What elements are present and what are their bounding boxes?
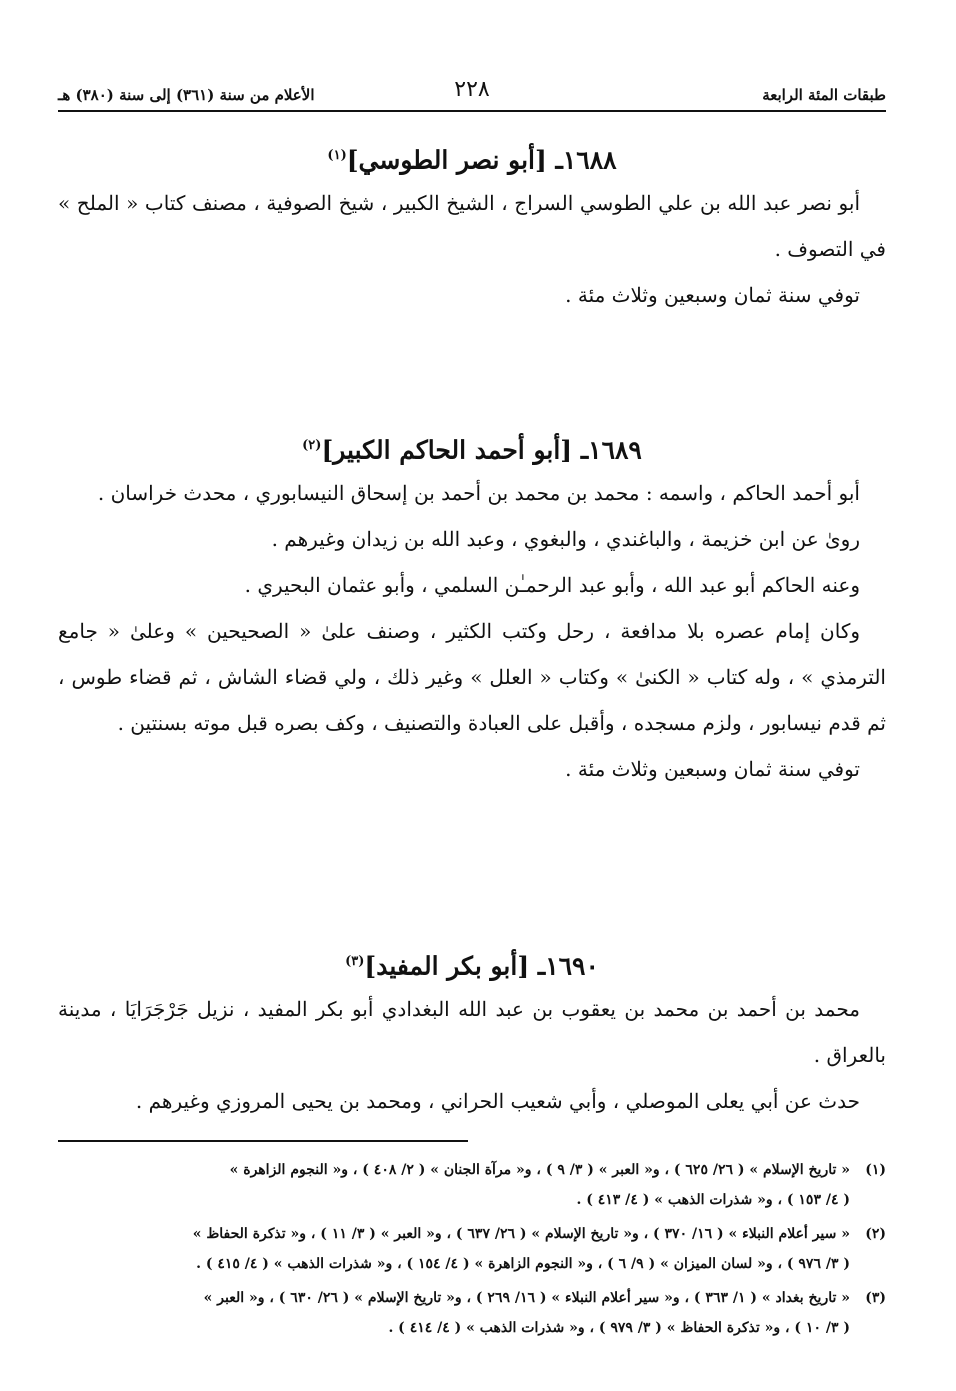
- footnote-number: (١): [865, 1162, 886, 1178]
- paragraph: حدث عن أبي يعلى الموصلي ، وأبي شعيب الحراني ، ومحمد بن يحيى المروزي وغيرهم .: [135, 1089, 860, 1113]
- entry-title: [58, 422, 886, 470]
- footnote-line: ( ٤/ ١٥٣ ) ، و« شذرات الذهب » ( ٤/ ٤١٣ ) .: [576, 1192, 850, 1208]
- footnote-number: (٢): [865, 1226, 886, 1242]
- paragraph: وعنه الحاكم أبو عبد الله ، وأبو عبد الرحمـٰن السلمي ، وأبو عثمان البحيري .: [244, 573, 860, 597]
- paragraph: روىٰ عن ابن خزيمة ، والباغندي ، والبغوي ، وعبد الله بن زيدان وغيرهم .: [271, 527, 860, 551]
- footnote-line: ( ٣/ ٩٧٦ ) ، و« لسان الميزان » ( ٩/ ٦ ) ، و« النجوم الزاهرة » ( ٤/ ١٥٤ ) ، و« شذرات الذهب » ( ٤/ ٤١٥ ) .: [196, 1256, 850, 1272]
- footnote-1: [58, 1155, 886, 1215]
- footnote-rule: [58, 1140, 468, 1142]
- footnote-3: [58, 1283, 886, 1343]
- entry-1689: [58, 422, 886, 792]
- footnote-line: « سير أعلام النبلاء » ( ١٦/ ٣٧٠ ) ، و« تاريخ الإسلام » ( ٢٦/ ٦٣٧ ) ، و« العبر » ( ٣/ ١١ ) ، و« تذكرة الحفاظ »: [192, 1226, 850, 1242]
- paragraph: وكان إمام عصره بلا مدافعة ، رحل وكتب الكثير ، وصنف علىٰ « الصحيحين » وعلىٰ « جامع الترمذي » ، وله كتاب « الكنىٰ » وكتاب « العلل » وغير ذلك ، ولي قضاء الشاش ، ثم قضاء طوس ، ثم قدم نيسابور ، ولزم مسجده ، وأقبل على العبادة والتصنيف ، وكف بصره قبل موته بسنتين .: [58, 619, 886, 735]
- paragraph: محمد بن أحمد بن محمد بن يعقوب بن عبد الله البغدادي أبو بكر المفيد ، نزيل جَرْجَرَايَا ، مدينة بالعراق .: [58, 997, 886, 1067]
- entry-title: [58, 938, 886, 986]
- footnote-line: ( ٣/ ١٠ ) ، و« تذكرة الحفاظ » ( ٣/ ٩٧٩ ) ، و« شذرات الذهب » ( ٤/ ٤١٤ ) .: [388, 1320, 850, 1336]
- entry-title-text: ١٦٨٨ـ [أبو نصر الطوسي]: [346, 145, 617, 175]
- header-year-range: الأعلام من سنة (٣٦١) إلى سنة (٣٨٠) هـ: [58, 86, 315, 104]
- paragraph: أبو أحمد الحاكم ، واسمه : محمد بن محمد بن أحمد بن إسحاق النيسابوري ، محدث خراسان .: [97, 481, 860, 505]
- footnote-ref[interactable]: (٢): [302, 438, 322, 453]
- footnote-ref[interactable]: (١): [327, 148, 347, 163]
- footnote-number: (٣): [865, 1290, 886, 1306]
- footnote-line: « تاريخ الإسلام » ( ٢٦/ ٦٢٥ ) ، و« العبر » ( ٣/ ٩ ) ، و« مرآة الجنان » ( ٢/ ٤٠٨ ) ، و« النجوم الزاهرة »: [229, 1162, 850, 1178]
- paragraph: توفي سنة ثمان وسبعين وثلاث مئة .: [565, 757, 860, 781]
- entry-1688: [58, 132, 886, 318]
- header-book-section: طبقات المئة الرابعة: [762, 86, 886, 104]
- header-rule: [58, 110, 886, 112]
- footnote-line: « تاريخ بغداد » ( ١/ ٣٦٣ ) ، و« سير أعلام النبلاء » ( ١٦/ ٢٦٩ ) ، و« تاريخ الإسلام » ( ٢٦/ ٦٣٠ ) ، و« العبر »: [203, 1290, 850, 1306]
- entry-title-text: ١٦٨٩ـ [أبو أحمد الحاكم الكبير]: [321, 435, 642, 465]
- page-number: ٢٢٨: [454, 77, 490, 102]
- paragraph: توفي سنة ثمان وسبعين وثلاث مئة .: [565, 283, 860, 307]
- footnote-2: [58, 1219, 886, 1279]
- footnote-ref[interactable]: (٣): [345, 954, 365, 969]
- entry-title: [58, 132, 886, 180]
- paragraph: أبو نصر عبد الله بن علي الطوسي السراج ، الشيخ الكبير ، شيخ الصوفية ، مصنف كتاب « الملح » في التصوف .: [58, 191, 886, 261]
- entry-title-text: ١٦٩٠ـ [أبو بكر المفيد]: [364, 951, 599, 981]
- running-header: [58, 70, 886, 104]
- entry-1690: [58, 938, 886, 1124]
- footnotes: [58, 1155, 886, 1347]
